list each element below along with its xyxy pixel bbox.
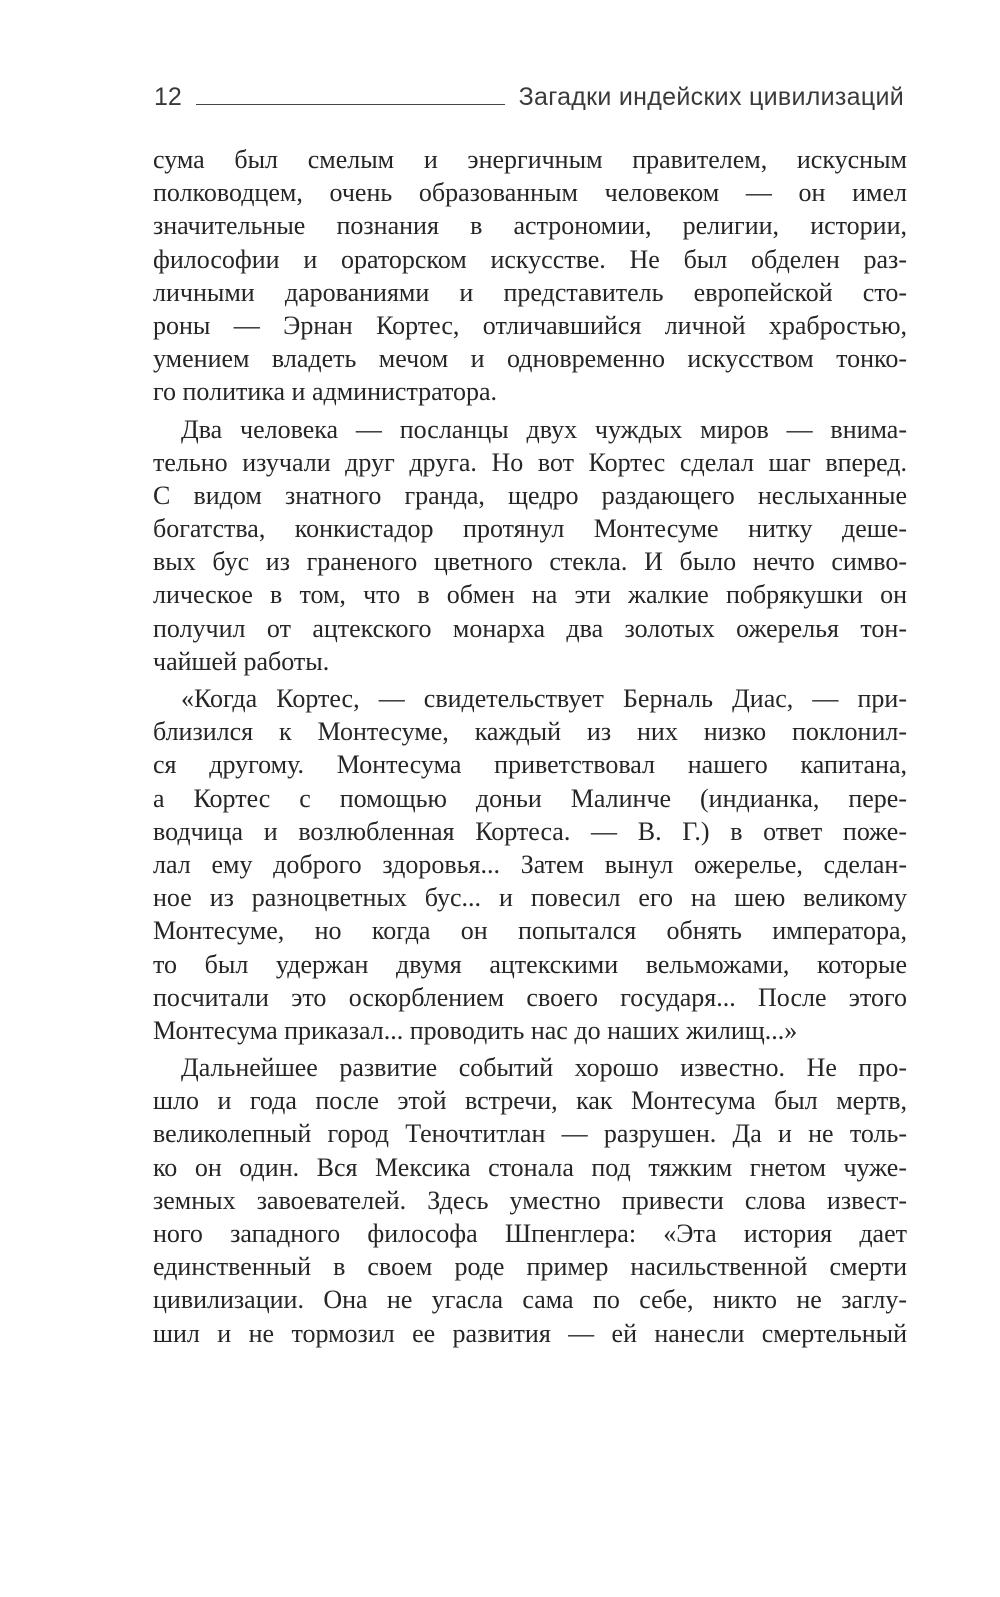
text-line: единственный в своем роде пример насильственной смерти: [153, 1252, 907, 1282]
text-line: посчитали это оскорблением своего государя... После этого: [153, 982, 907, 1012]
text-line: чайшей работы.: [153, 646, 330, 676]
text-line: шло и года после этой встречи, как Монтесума был мертв,: [153, 1086, 907, 1116]
paragraph: [153, 1051, 907, 1350]
text-line: умением владеть мечом и одновременно искусством тонко-: [153, 344, 907, 374]
text-line: великолепный город Теночтитлан — разрушен. Да и не толь-: [153, 1119, 907, 1149]
text-line: роны — Эрнан Кортес, отличавшийся личной храбростью,: [153, 310, 907, 340]
text-line: Два человека — посланцы двух чуждых миров — внима-: [181, 414, 907, 444]
text-line: ное из разноцветных бус... и повесил его на шею великому: [153, 883, 907, 913]
text-line: то был удержан двумя ацтекскими вельможами, которые: [153, 949, 907, 979]
header-rule: [196, 104, 505, 105]
text-line: получил от ацтекского монарха два золотых ожерелья тон-: [153, 613, 907, 643]
text-line: близился к Монтесуме, каждый из них низко поклонил-: [153, 717, 907, 747]
text-line: лал ему доброго здоровья... Затем вынул ожерелье, сделан-: [153, 849, 907, 879]
paragraph: [153, 682, 907, 1047]
text-line: сума был смелым и энергичным правителем, искусным: [153, 145, 907, 174]
body-text: [153, 143, 907, 1354]
running-title: Загадки индейских цивилизаций: [518, 83, 904, 111]
text-line: значительные познания в астрономии, религии, истории,: [153, 211, 907, 241]
text-line: ся другому. Монтесума приветствовал нашего капитана,: [153, 750, 907, 780]
paragraph: [153, 413, 907, 679]
text-line: тельно изучали друг друга. Но вот Кортес сделал шаг вперед.: [153, 447, 907, 477]
text-line: Дальнейшее развитие событий хорошо известно. Не про-: [181, 1053, 907, 1083]
text-line: го политика и администратора.: [153, 377, 498, 407]
text-line: вых бус из граненого цветного стекла. И было нечто симво-: [153, 547, 907, 577]
text-line: Монтесуме, но когда он попытался обнять императора,: [153, 916, 907, 946]
text-line: земных завоевателей. Здесь уместно привести слова извест-: [153, 1185, 907, 1215]
text-line: личными дарованиями и представитель европейской сто-: [153, 277, 907, 307]
text-line: а Кортес с помощью доньи Малинче (индианка, пере-: [153, 783, 907, 813]
text-line: водчица и возлюбленная Кортеса. — В. Г.) в ответ поже-: [153, 816, 907, 846]
text-line: С видом знатного гранда, щедро раздающего неслыханные: [153, 480, 907, 510]
text-line: ко он один. Вся Мексика стонала под тяжким гнетом чуже-: [153, 1152, 907, 1182]
text-line: ного западного философа Шпенглера: «Эта история дает: [153, 1219, 907, 1248]
text-line: Монтесума приказал... проводить нас до наших жилищ...»: [153, 1015, 798, 1045]
text-line: философии и ораторском искусстве. Не был обделен раз-: [153, 244, 907, 274]
running-header: [154, 76, 904, 112]
text-line: полководцем, очень образованным человеком — он имел: [153, 178, 907, 208]
text-line: шил и не тормозил ее развития — ей нанесли смертельный: [153, 1318, 907, 1348]
page-number: 12: [154, 83, 182, 111]
text-line: богатства, конкистадор протянул Монтесуме нитку деше-: [153, 514, 907, 544]
text-line: лическое в том, что в обмен на эти жалкие побрякушки он: [153, 580, 907, 610]
text-line: «Когда Кортес, — свидетельствует Берналь Диас, — при-: [181, 684, 907, 713]
paragraph: [153, 143, 907, 409]
text-line: цивилизации. Она не угасла сама по себе, никто не заглу-: [153, 1285, 907, 1315]
